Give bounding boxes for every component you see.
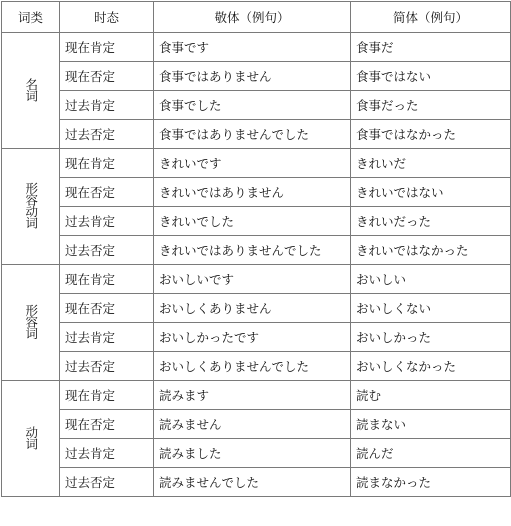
polite-example-cell: おいしいです bbox=[154, 265, 351, 294]
polite-example-cell: 食事でした bbox=[154, 91, 351, 120]
tense-cell: 过去肯定 bbox=[60, 207, 154, 236]
plain-example-cell: きれいではなかった bbox=[351, 236, 511, 265]
polite-example-cell: おいしくありません bbox=[154, 294, 351, 323]
polite-example-cell: 食事ではありませんでした bbox=[154, 120, 351, 149]
plain-example-cell: 読まない bbox=[351, 410, 511, 439]
polite-example-cell: おいしかったです bbox=[154, 323, 351, 352]
category-label: 名词 bbox=[23, 77, 39, 101]
header-tense: 时态 bbox=[60, 2, 154, 33]
plain-example-cell: おいしかった bbox=[351, 323, 511, 352]
tense-cell: 过去否定 bbox=[60, 352, 154, 381]
table-row bbox=[2, 294, 511, 323]
table-row bbox=[2, 62, 511, 91]
plain-example-cell: おいしくなかった bbox=[351, 352, 511, 381]
plain-example-cell: きれいではない bbox=[351, 178, 511, 207]
tense-cell: 过去肯定 bbox=[60, 323, 154, 352]
table-row bbox=[2, 91, 511, 120]
plain-example-cell: 食事だった bbox=[351, 91, 511, 120]
category-cell-i-adjective bbox=[2, 265, 60, 381]
header-word-class: 词类 bbox=[2, 2, 60, 33]
header-polite-example: 敬体（例句） bbox=[154, 2, 351, 33]
table-row bbox=[2, 207, 511, 236]
plain-example-cell: 読まなかった bbox=[351, 468, 511, 497]
conjugation-table bbox=[1, 1, 511, 497]
table-row bbox=[2, 352, 511, 381]
plain-example-cell: きれいだった bbox=[351, 207, 511, 236]
polite-example-cell: 読みませんでした bbox=[154, 468, 351, 497]
plain-example-cell: 読んだ bbox=[351, 439, 511, 468]
table-row bbox=[2, 33, 511, 62]
plain-example-cell: 読む bbox=[351, 381, 511, 410]
category-label: 形容词 bbox=[23, 303, 39, 339]
header-row bbox=[2, 2, 511, 33]
polite-example-cell: きれいではありませんでした bbox=[154, 236, 351, 265]
category-label: 形容动词 bbox=[23, 182, 39, 228]
tense-cell: 过去肯定 bbox=[60, 439, 154, 468]
polite-example-cell: 食事ではありません bbox=[154, 62, 351, 91]
polite-example-cell: おいしくありませんでした bbox=[154, 352, 351, 381]
category-cell-noun bbox=[2, 33, 60, 149]
tense-cell: 现在否定 bbox=[60, 410, 154, 439]
polite-example-cell: 食事です bbox=[154, 33, 351, 62]
polite-example-cell: きれいでした bbox=[154, 207, 351, 236]
tense-cell: 现在肯定 bbox=[60, 381, 154, 410]
plain-example-cell: おいしくない bbox=[351, 294, 511, 323]
tense-cell: 过去否定 bbox=[60, 468, 154, 497]
tense-cell: 过去肯定 bbox=[60, 91, 154, 120]
tense-cell: 现在肯定 bbox=[60, 149, 154, 178]
plain-example-cell: 食事ではない bbox=[351, 62, 511, 91]
table-row bbox=[2, 439, 511, 468]
table-row bbox=[2, 178, 511, 207]
polite-example-cell: 読みます bbox=[154, 381, 351, 410]
table-row bbox=[2, 381, 511, 410]
table-row bbox=[2, 323, 511, 352]
tense-cell: 过去否定 bbox=[60, 120, 154, 149]
tense-cell: 过去否定 bbox=[60, 236, 154, 265]
table-row bbox=[2, 149, 511, 178]
plain-example-cell: おいしい bbox=[351, 265, 511, 294]
tense-cell: 现在肯定 bbox=[60, 33, 154, 62]
plain-example-cell: 食事だ bbox=[351, 33, 511, 62]
table-row bbox=[2, 236, 511, 265]
tense-cell: 现在否定 bbox=[60, 294, 154, 323]
tense-cell: 现在肯定 bbox=[60, 265, 154, 294]
tense-cell: 现在否定 bbox=[60, 62, 154, 91]
polite-example-cell: きれいではありません bbox=[154, 178, 351, 207]
polite-example-cell: きれいです bbox=[154, 149, 351, 178]
plain-example-cell: 食事ではなかった bbox=[351, 120, 511, 149]
table-row bbox=[2, 265, 511, 294]
table-row bbox=[2, 120, 511, 149]
polite-example-cell: 読みました bbox=[154, 439, 351, 468]
polite-example-cell: 読みません bbox=[154, 410, 351, 439]
table-row bbox=[2, 410, 511, 439]
table-row bbox=[2, 468, 511, 497]
category-cell-verb bbox=[2, 381, 60, 497]
category-cell-na-adjective bbox=[2, 149, 60, 265]
plain-example-cell: きれいだ bbox=[351, 149, 511, 178]
category-label: 动词 bbox=[23, 425, 39, 449]
header-plain-example: 简体（例句） bbox=[351, 2, 511, 33]
tense-cell: 现在否定 bbox=[60, 178, 154, 207]
